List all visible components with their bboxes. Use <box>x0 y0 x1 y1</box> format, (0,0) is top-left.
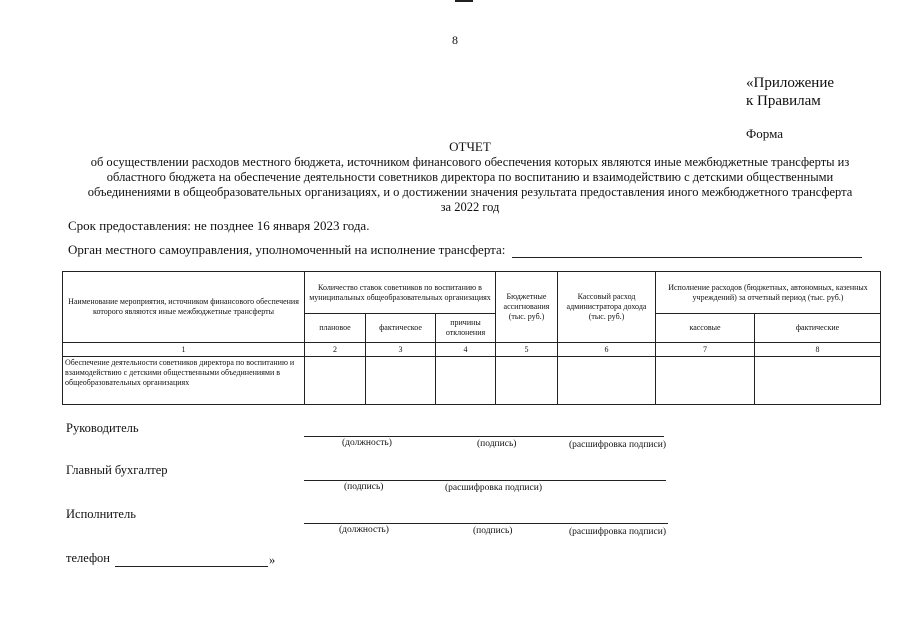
column-number: 7 <box>656 343 755 357</box>
executor-label: Исполнитель <box>66 507 136 521</box>
cell-exec-actual[interactable] <box>755 357 881 405</box>
header-planned: плановое <box>305 314 366 343</box>
appendix-reference <box>746 74 834 110</box>
accountant-signature-line[interactable] <box>304 480 666 481</box>
column-number: 3 <box>366 343 436 357</box>
head-decode-caption: (расшифровка подписи) <box>569 440 666 450</box>
accountant-signature-caption: (подпись) <box>344 482 384 492</box>
executor-signature-line[interactable] <box>304 523 668 524</box>
head-signature-line[interactable] <box>304 436 664 437</box>
header-advisor-count: Количество ставок советников по воспитанию в муниципальных общеобразовательных организациях <box>305 272 496 314</box>
subtitle-line-4: за 2022 год <box>440 200 500 214</box>
executor-signature-caption: (подпись) <box>473 526 513 536</box>
subtitle-line-1: об осуществлении расходов местного бюджета, источником финансового обеспечения которых являются иные межбюджетные трансферты из <box>90 155 850 169</box>
column-number: 5 <box>496 343 558 357</box>
header-expense-execution: Исполнение расходов (бюджетных, автономных, казенных учреждений) за отчетный период (тыс. руб.) <box>656 272 881 314</box>
phone-label: телефон <box>66 551 110 565</box>
header-budget-allocations: Бюджетные ассигнования (тыс. руб.) <box>496 272 558 343</box>
cell-cash-expense[interactable] <box>558 357 656 405</box>
executor-decode-caption: (расшифровка подписи) <box>569 527 666 537</box>
deadline-text: Срок предоставления: не позднее 16 января 2023 года. <box>68 218 370 233</box>
phone-input-line[interactable] <box>115 566 268 567</box>
header-actual: фактическое <box>366 314 436 343</box>
head-label: Руководитель <box>66 421 139 435</box>
organ-label: Орган местного самоуправления, уполномоченный на исполнение трансферта: <box>68 242 506 257</box>
cell-deviation-reasons[interactable] <box>436 357 496 405</box>
top-edge-mark <box>455 0 473 2</box>
header-exec-actual: фактические <box>755 314 881 343</box>
row-activity-label: Обеспечение деятельности советников директора по воспитанию и взаимодействию с детскими общественными объединениями в общеобразовательных организациях <box>63 357 305 405</box>
head-signature-caption: (подпись) <box>477 439 517 449</box>
header-deviation-reasons: причины отклонения <box>436 314 496 343</box>
accountant-decode-caption: (расшифровка подписи) <box>445 483 542 493</box>
report-subtitle <box>60 155 880 215</box>
appendix-line-2: к Правилам <box>746 93 821 109</box>
appendix-line-1: «Приложение <box>746 75 835 91</box>
header-activity-name: Наименование мероприятия, источником финансового обеспечения которого являются иные межбюджетные трансферты <box>63 272 305 343</box>
column-number: 1 <box>63 343 305 357</box>
closing-quote: » <box>269 553 276 567</box>
page-number: 8 <box>452 33 458 47</box>
subtitle-line-2: областного бюджета на обеспечение деятельности советников директора по воспитанию и взаимодействию с детскими общественными <box>106 170 834 184</box>
cell-actual[interactable] <box>366 357 436 405</box>
column-number: 8 <box>755 343 881 357</box>
accountant-label: Главный бухгалтер <box>66 463 168 477</box>
header-cash-expense: Кассовый расход администратора дохода (тыс. руб.) <box>558 272 656 343</box>
executor-position-caption: (должность) <box>339 525 389 535</box>
header-exec-cash: кассовые <box>656 314 755 343</box>
column-number: 4 <box>436 343 496 357</box>
head-position-caption: (должность) <box>342 438 392 448</box>
form-label: Форма <box>746 126 783 141</box>
cell-planned[interactable] <box>305 357 366 405</box>
column-number: 6 <box>558 343 656 357</box>
organ-input-line[interactable] <box>512 257 862 258</box>
column-number: 2 <box>305 343 366 357</box>
report-table <box>62 271 881 405</box>
cell-budget-allocations[interactable] <box>496 357 558 405</box>
subtitle-line-3: объединениями в общеобразовательных организациях, и о достижении значения результата предоставления иного межбюджетного трансферта <box>87 185 853 199</box>
cell-exec-cash[interactable] <box>656 357 755 405</box>
report-title: ОТЧЕТ <box>449 139 491 154</box>
